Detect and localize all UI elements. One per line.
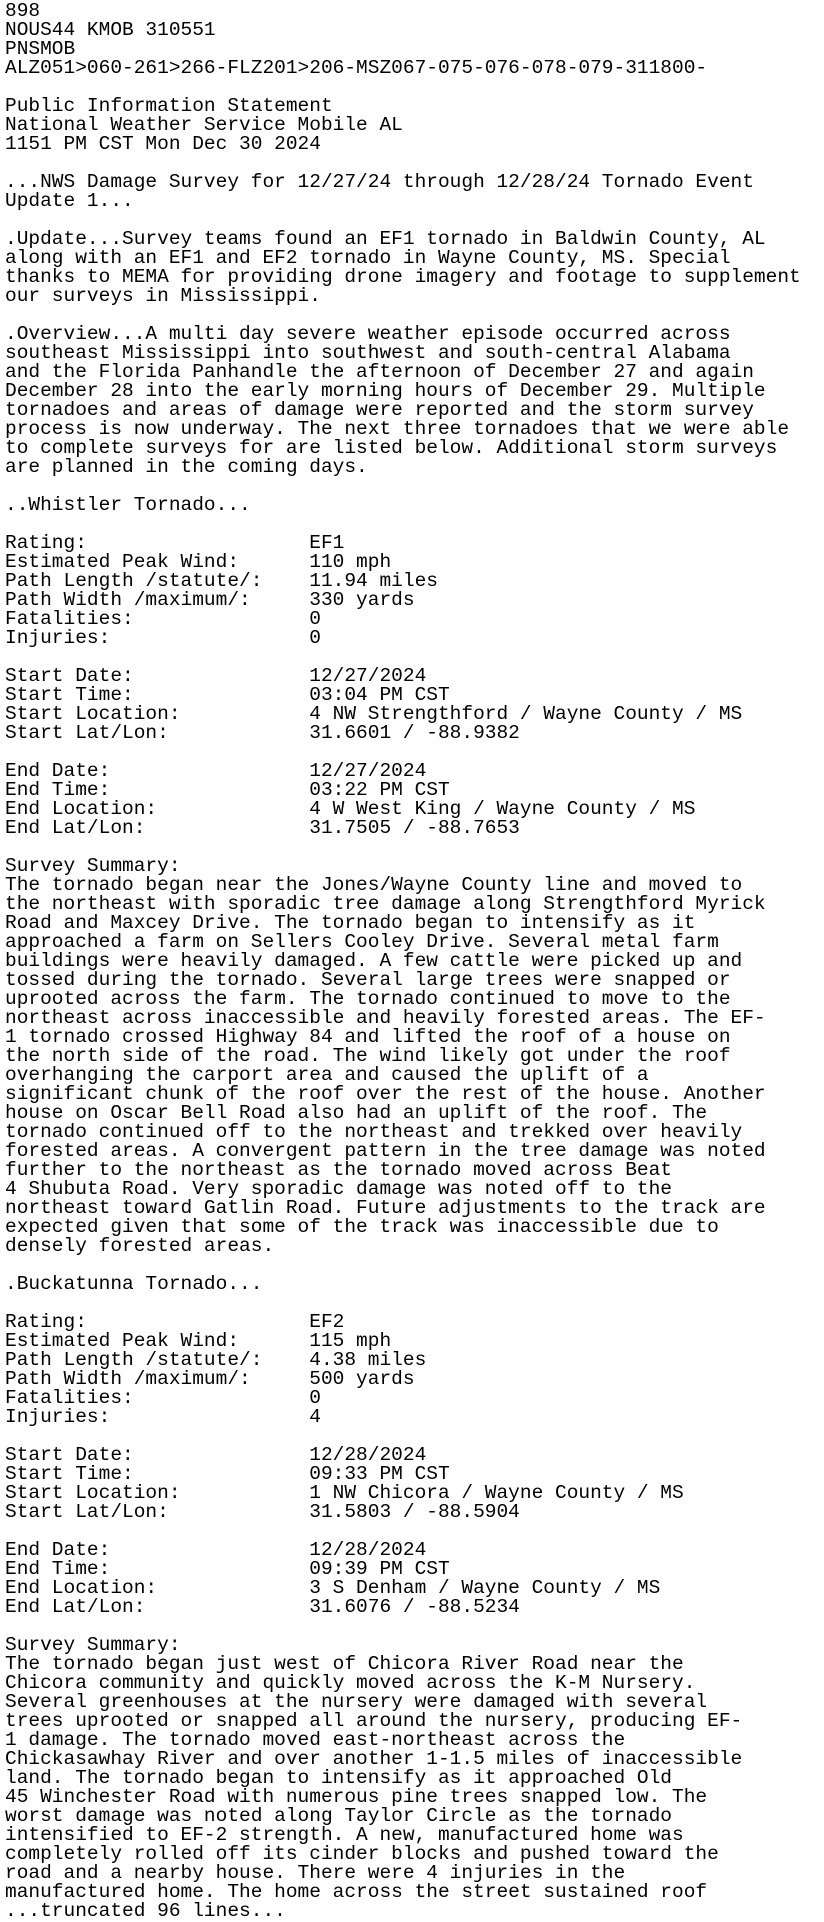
text-line: 1 damage. The tornado moved east-northeast across the (5, 1729, 626, 1751)
text-line: End Date: 12/28/2024 (5, 1539, 427, 1561)
text-line: Start Lat/Lon: 31.6601 / -88.9382 (5, 722, 520, 744)
text-line: ALZ051>060-261>266-FLZ201>206-MSZ067-075-076-078-079-311800- (5, 57, 708, 79)
text-line: End Lat/Lon: 31.7505 / -88.7653 (5, 817, 520, 839)
text-line: to complete surveys for are listed below. Additional storm surveys (5, 437, 778, 459)
text-line: 4 Shubuta Road. Very sporadic damage was noted off to the (5, 1178, 673, 1200)
text-line: Rating: EF2 (5, 1311, 345, 1333)
text-line: End Time: 03:22 PM CST (5, 779, 450, 801)
text-line: Public Information Statement (5, 95, 333, 117)
text-line: tornado continued off to the northeast and trekked over heavily (5, 1121, 743, 1143)
text-line: Path Width /maximum/: 330 yards (5, 589, 415, 611)
text-line: Start Location: 1 NW Chicora / Wayne County / MS (5, 1482, 684, 1504)
text-line: PNSMOB (5, 38, 76, 60)
text-line: End Time: 09:39 PM CST (5, 1558, 450, 1580)
text-line: Path Width /maximum/: 500 yards (5, 1368, 415, 1390)
text-line: Start Time: 03:04 PM CST (5, 684, 450, 706)
text-line: are planned in the coming days. (5, 456, 368, 478)
text-line: Rating: EF1 (5, 532, 345, 554)
text-line: End Location: 4 W West King / Wayne County / MS (5, 798, 696, 820)
text-line: 1151 PM CST Mon Dec 30 2024 (5, 133, 321, 155)
text-line: Survey Summary: (5, 855, 181, 877)
text-line: The tornado began just west of Chicora River Road near the (5, 1653, 684, 1675)
text-line: expected given that some of the track was inaccessible due to (5, 1216, 719, 1238)
text-line: manufactured home. The home across the street sustained roof (5, 1881, 708, 1903)
text-line: Start Time: 09:33 PM CST (5, 1463, 450, 1485)
text-line: 1 tornado crossed Highway 84 and lifted the roof of a house on (5, 1026, 731, 1048)
text-line: Several greenhouses at the nursery were damaged with several (5, 1691, 708, 1713)
text-line: Start Date: 12/28/2024 (5, 1444, 427, 1466)
text-line: worst damage was noted along Taylor Circle as the tornado (5, 1805, 673, 1827)
text-line: Chicora community and quickly moved across the K-M Nursery. (5, 1672, 696, 1694)
text-line: 45 Winchester Road with numerous pine trees snapped low. The (5, 1786, 708, 1808)
text-line: NOUS44 KMOB 310551 (5, 19, 216, 41)
text-line: Chickasawhay River and over another 1-1.5 miles of inaccessible (5, 1748, 743, 1770)
text-line: tornadoes and areas of damage were reported and the storm survey (5, 399, 754, 421)
text-line: trees uprooted or snapped all around the nursery, producing EF- (5, 1710, 743, 1732)
text-line: southeast Mississippi into southwest and south-central Alabama (5, 342, 731, 364)
text-line: further to the northeast as the tornado moved across Beat (5, 1159, 673, 1181)
text-line: Fatalities: 0 (5, 1387, 321, 1409)
text-line: intensified to EF-2 strength. A new, manufactured home was (5, 1824, 684, 1846)
text-line: Start Location: 4 NW Strengthford / Wayne County / MS (5, 703, 743, 725)
text-line: tossed during the tornado. Several large trees were snapped or (5, 969, 731, 991)
text-line: Start Lat/Lon: 31.5803 / -88.5904 (5, 1501, 520, 1523)
text-line: thanks to MEMA for providing drone imagery and footage to supplement (5, 266, 801, 288)
text-line: ...NWS Damage Survey for 12/27/24 through 12/28/24 Tornado Event (5, 171, 754, 193)
text-line: Injuries: 4 (5, 1406, 321, 1428)
text-line: Injuries: 0 (5, 627, 321, 649)
text-line: Road and Maxcey Drive. The tornado began to intensify as it (5, 912, 696, 934)
text-line: End Date: 12/27/2024 (5, 760, 427, 782)
text-line: Update 1... (5, 190, 134, 212)
text-line: our surveys in Mississippi. (5, 285, 321, 307)
text-line: land. The tornado began to intensify as it approached Old (5, 1767, 673, 1789)
text-line: ..Whistler Tornado... (5, 494, 251, 516)
text-line: .Overview...A multi day severe weather episode occurred across (5, 323, 731, 345)
text-line: December 28 into the early morning hours of December 29. Multiple (5, 380, 766, 402)
text-line: Estimated Peak Wind: 115 mph (5, 1330, 392, 1352)
text-line: End Location: 3 S Denham / Wayne County / MS (5, 1577, 661, 1599)
text-line: and the Florida Panhandle the afternoon of December 27 and again (5, 361, 754, 383)
text-line: along with an EF1 and EF2 tornado in Wayne County, MS. Special (5, 247, 731, 269)
text-line: northeast toward Gatlin Road. Future adjustments to the track are (5, 1197, 766, 1219)
text-line: uprooted across the farm. The tornado continued to move to the (5, 988, 731, 1010)
text-line: house on Oscar Bell Road also had an uplift of the roof. The (5, 1102, 708, 1124)
text-line: ...truncated 96 lines... (5, 1900, 286, 1922)
text-line: significant chunk of the roof over the rest of the house. Another (5, 1083, 766, 1105)
text-line: buildings were heavily damaged. A few cattle were picked up and (5, 950, 743, 972)
text-line: Path Length /statute/: 11.94 miles (5, 570, 438, 592)
text-line: The tornado began near the Jones/Wayne County line and moved to (5, 874, 743, 896)
text-line: completely rolled off its cinder blocks and pushed toward the (5, 1843, 719, 1865)
text-line: forested areas. A convergent pattern in the tree damage was noted (5, 1140, 766, 1162)
text-line: Start Date: 12/27/2024 (5, 665, 427, 687)
text-line: northeast across inaccessible and heavily forested areas. The EF- (5, 1007, 766, 1029)
text-line: .Update...Survey teams found an EF1 tornado in Baldwin County, AL (5, 228, 766, 250)
text-line: 898 (5, 0, 41, 22)
text-line: road and a nearby house. There were 4 injuries in the (5, 1862, 626, 1884)
text-line: End Lat/Lon: 31.6076 / -88.5234 (5, 1596, 520, 1618)
text-line: Fatalities: 0 (5, 608, 321, 630)
text-line: overhanging the carport area and caused the uplift of a (5, 1064, 649, 1086)
text-line: Survey Summary: (5, 1634, 181, 1656)
text-line: process is now underway. The next three tornadoes that we were able (5, 418, 790, 440)
text-line: .Buckatunna Tornado... (5, 1273, 263, 1295)
text-line: densely forested areas. (5, 1235, 275, 1257)
text-line: Estimated Peak Wind: 110 mph (5, 551, 392, 573)
text-line: National Weather Service Mobile AL (5, 114, 403, 136)
text-line: Path Length /statute/: 4.38 miles (5, 1349, 427, 1371)
text-line: the north side of the road. The wind likely got under the roof (5, 1045, 731, 1067)
text-line: approached a farm on Sellers Cooley Drive. Several metal farm (5, 931, 719, 953)
text-line: the northeast with sporadic tree damage along Strengthford Myrick (5, 893, 766, 915)
